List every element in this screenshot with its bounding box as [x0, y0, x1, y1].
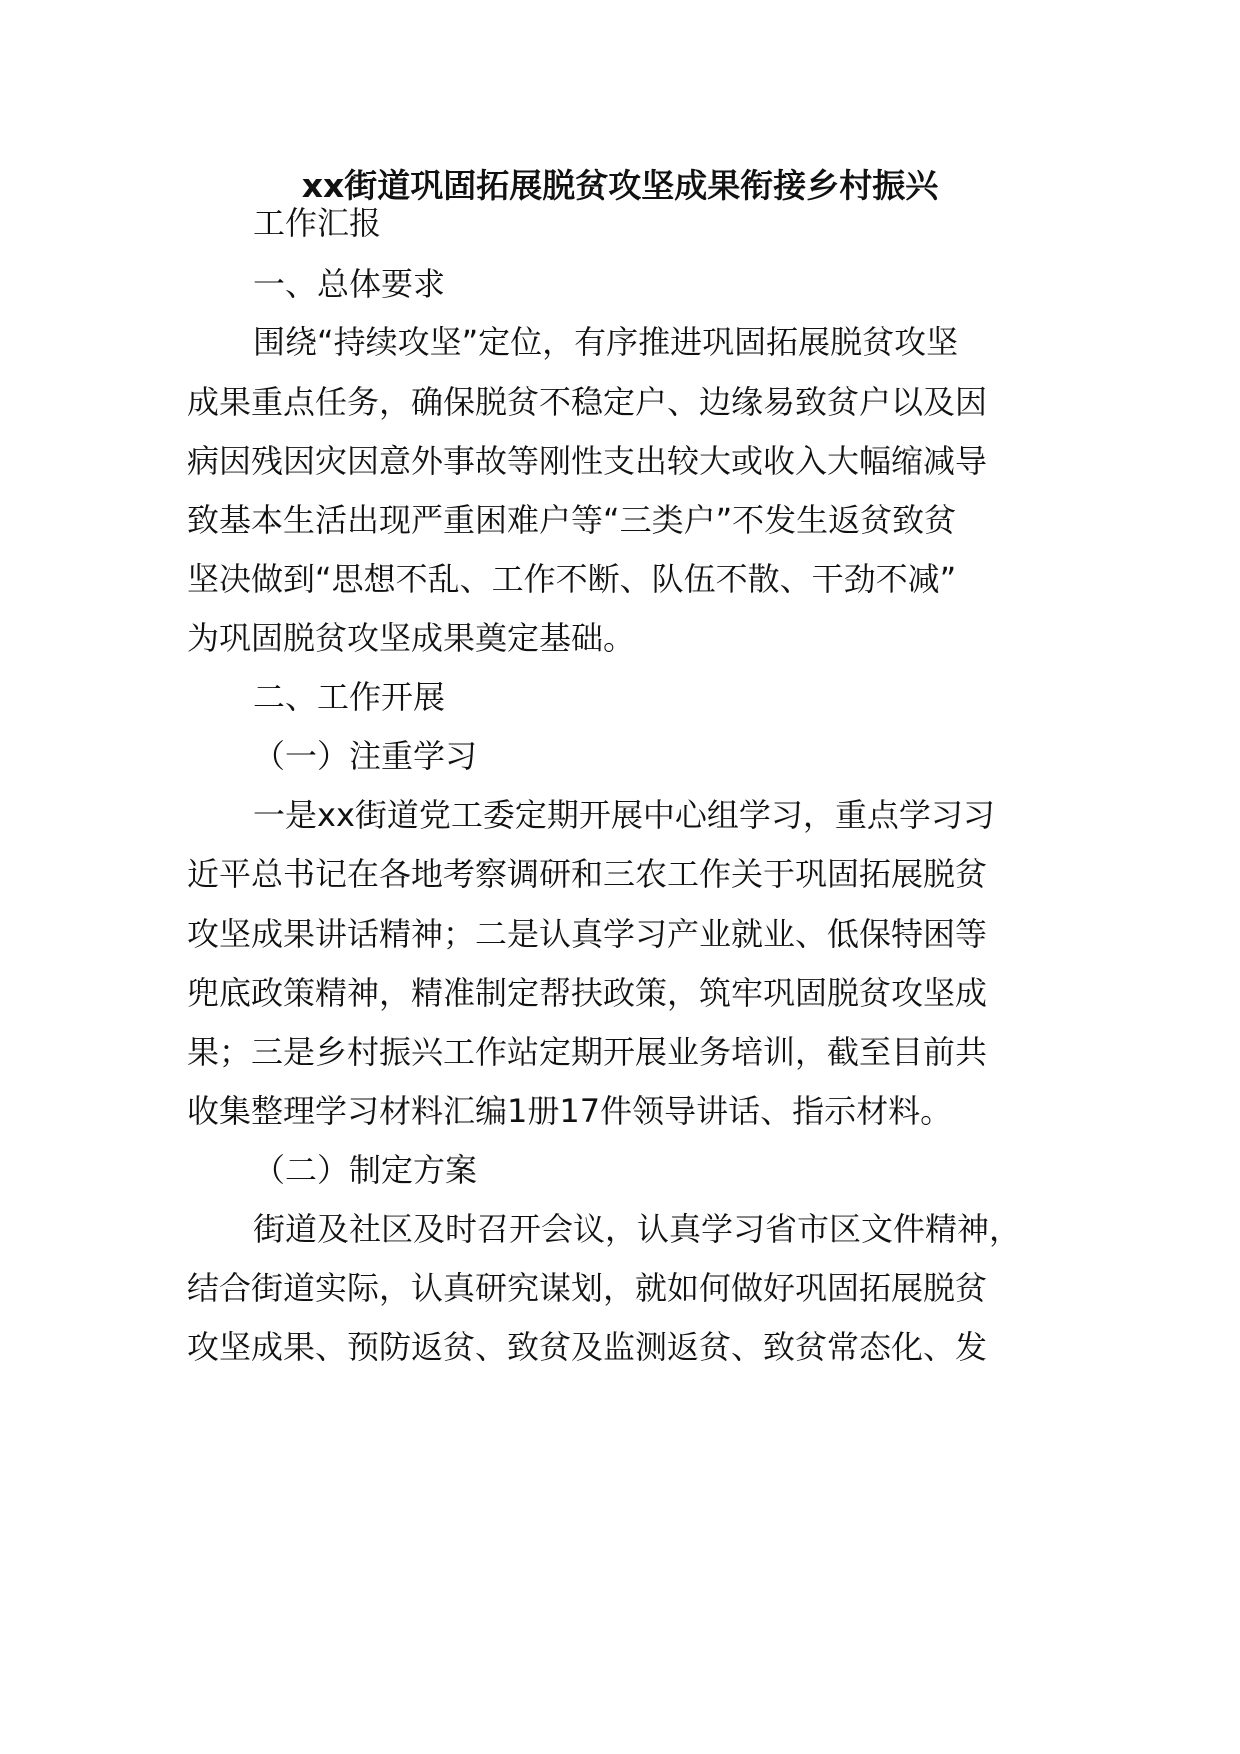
- paragraph-line: 近平总书记在各地考察调研和三农工作关于巩固拓展脱贫: [187, 855, 988, 893]
- section-heading-1: 一、总体要求: [253, 265, 446, 303]
- paragraph-line: 果；三是乡村振兴工作站定期开展业务培训，截至目前共: [187, 1033, 988, 1071]
- paragraph-line: 致基本生活出现严重困难户等“三类户”不发生返贫致贫: [187, 501, 957, 539]
- paragraph-line: 攻坚成果、预防返贫、致贫及监测返贫、致贫常态化、发: [187, 1328, 988, 1366]
- section-heading-2: 二、工作开展: [253, 678, 446, 716]
- paragraph-line: 病因残因灾因意外事故等刚性支出较大或收入大幅缩减导: [187, 442, 988, 480]
- paragraph-line: 围绕“持续攻坚”定位，有序推进巩固拓展脱贫攻坚: [253, 323, 959, 361]
- paragraph-line: 成果重点任务，确保脱贫不稳定户、边缘易致贫户以及因: [187, 383, 988, 421]
- subsection-heading-1: （一）注重学习: [253, 737, 478, 775]
- paragraph-line: 结合街道实际，认真研究谋划，就如何做好巩固拓展脱贫: [187, 1269, 988, 1307]
- subsection-heading-2: （二）制定方案: [253, 1151, 478, 1189]
- paragraph-line: 收集整理学习材料汇编1册17件领导讲话、指示材料。: [187, 1092, 953, 1130]
- paragraph-line: 兜底政策精神，精准制定帮扶政策，筑牢巩固脱贫攻坚成: [187, 974, 988, 1012]
- paragraph-line: 一是xx街道党工委定期开展中心组学习，重点学习习: [253, 796, 995, 834]
- paragraph-line: 坚决做到“思想不乱、工作不断、队伍不散、干劲不减”: [187, 560, 957, 598]
- paragraph-line: 攻坚成果讲话精神；二是认真学习产业就业、低保特困等: [187, 915, 988, 953]
- paragraph-line: 街道及社区及时召开会议，认真学习省市区文件精神，: [253, 1210, 1022, 1248]
- subtitle-line: 工作汇报: [253, 204, 382, 242]
- document-title: xx街道巩固拓展脱贫攻坚成果衔接乡村振兴: [301, 166, 939, 205]
- paragraph-line: 为巩固脱贫攻坚成果奠定基础。: [187, 619, 636, 657]
